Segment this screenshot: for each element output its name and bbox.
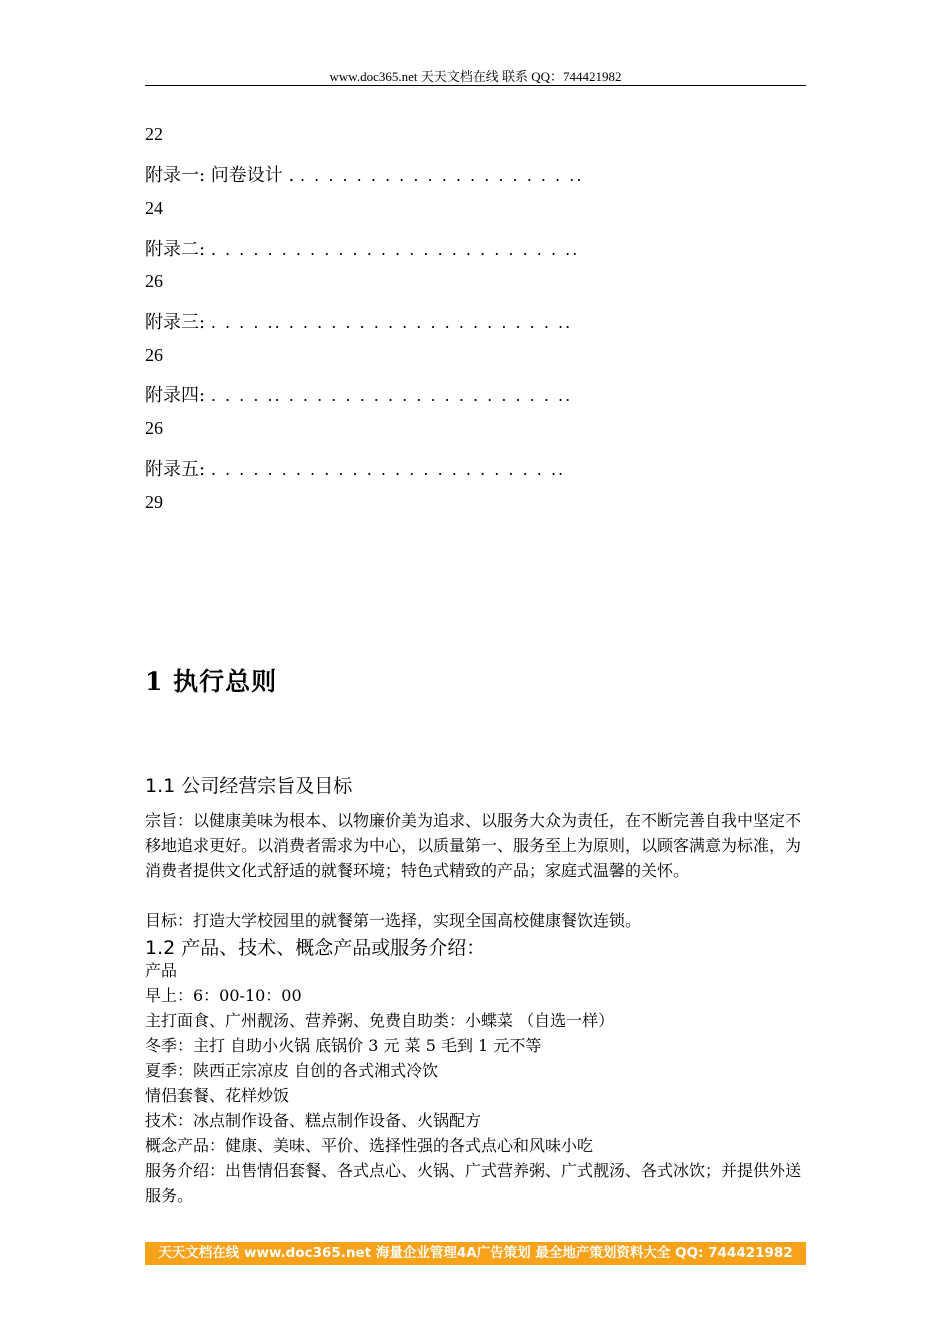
toc-leader-dots: . . . . .. . . . . . . . . . . . . . . . . . . . .. xyxy=(210,313,573,332)
toc-entry-appendix-5[interactable] xyxy=(145,455,806,481)
toc-page-number: 26 xyxy=(145,271,163,291)
toc-entry-appendix-4[interactable] xyxy=(145,381,806,407)
footer-banner: 天天文档在线 www.doc365.net 海量企业管理4A广告策划 最全地产策划资料大全 QQ: 744421982 xyxy=(145,1242,806,1265)
toc-entry-label: 附录四: xyxy=(145,385,206,406)
toc-entry-label: 附录一: 问卷设计 . xyxy=(145,165,295,186)
toc-entry-appendix-2[interactable] xyxy=(145,235,806,261)
toc-entry-label: 附录五: xyxy=(145,459,206,480)
text-line: 早上：6：00-10：00 xyxy=(145,986,302,1005)
toc-page-number: 24 xyxy=(145,198,163,218)
toc-page-number: 26 xyxy=(145,418,163,438)
service-paragraph: 服务介绍：出售情侣套餐、各式点心、火锅、广式营养粥、广式靓汤、各式冰饮；并提供外送服务。 xyxy=(145,1161,802,1205)
header-rule xyxy=(145,85,806,86)
toc-entry-appendix-1[interactable] xyxy=(145,161,806,187)
text-line: 概念产品：健康、美味、平价、选择性强的各式点心和风味小吃 xyxy=(145,1136,594,1155)
text-line: 主打面食、广州靓汤、营养粥、免费自助类：小蝶菜 （自选一样） xyxy=(145,1011,615,1030)
toc-leader-dots: . . . . . . . . . . . . . . . . . . . . . . . . . .. xyxy=(210,240,580,259)
text-line: 技术：冰点制作设备、糕点制作设备、火锅配方 xyxy=(145,1111,482,1130)
subsection-title-1-2: 1.2 产品、技术、概念产品或服务介绍： xyxy=(145,937,486,959)
goal-paragraph: 目标：打造大学校园里的就餐第一选择，实现全国高校健康餐饮连锁。 xyxy=(145,911,642,930)
text-line: 冬季：主打 自助小火锅 底锅价 3 元 菜 5 毛到 1 元不等 xyxy=(145,1036,542,1055)
toc-leader-dots: . . . . . . . . . . . . . . . . . . . .. xyxy=(299,166,584,185)
toc-page-number: 26 xyxy=(145,345,163,365)
toc-page-number: 22 xyxy=(145,124,163,144)
toc-leader-dots: . . . . . . . . . . . . . . . . . . . . . . . . .. xyxy=(210,460,566,479)
text-line: 情侣套餐、花样炒饭 xyxy=(145,1086,290,1105)
toc-page-number: 29 xyxy=(145,492,163,512)
text-line: 产品 xyxy=(145,961,178,980)
subsection-title-1-1: 1.1 公司经营宗旨及目标 xyxy=(145,775,353,797)
text-line: 夏季：陕西正宗凉皮 自创的各式湘式冷饮 xyxy=(145,1061,439,1080)
toc-leader-dots: . . . . .. . . . . . . . . . . . . . . . . . . . .. xyxy=(210,386,573,405)
section-title: 1 执行总则 xyxy=(145,667,278,696)
toc-entry-label: 附录二: xyxy=(145,239,206,260)
toc-entry-appendix-3[interactable] xyxy=(145,308,806,334)
purpose-paragraph: 宗旨：以健康美味为根本、以物廉价美为追求、以服务大众为责任，在不断完善自我中坚定不移地追求更好。以消费者需求为中心，以质量第一、服务至上为原则，以顾客满意为标准，为消费者提供文化式舒适的就餐环境；特色式精致的产品；家庭式温馨的关怀。 xyxy=(145,811,802,880)
page-header: www.doc365.net 天天文档在线 联系 QQ：744421982 xyxy=(329,69,622,84)
toc-entry-label: 附录三: xyxy=(145,312,206,333)
